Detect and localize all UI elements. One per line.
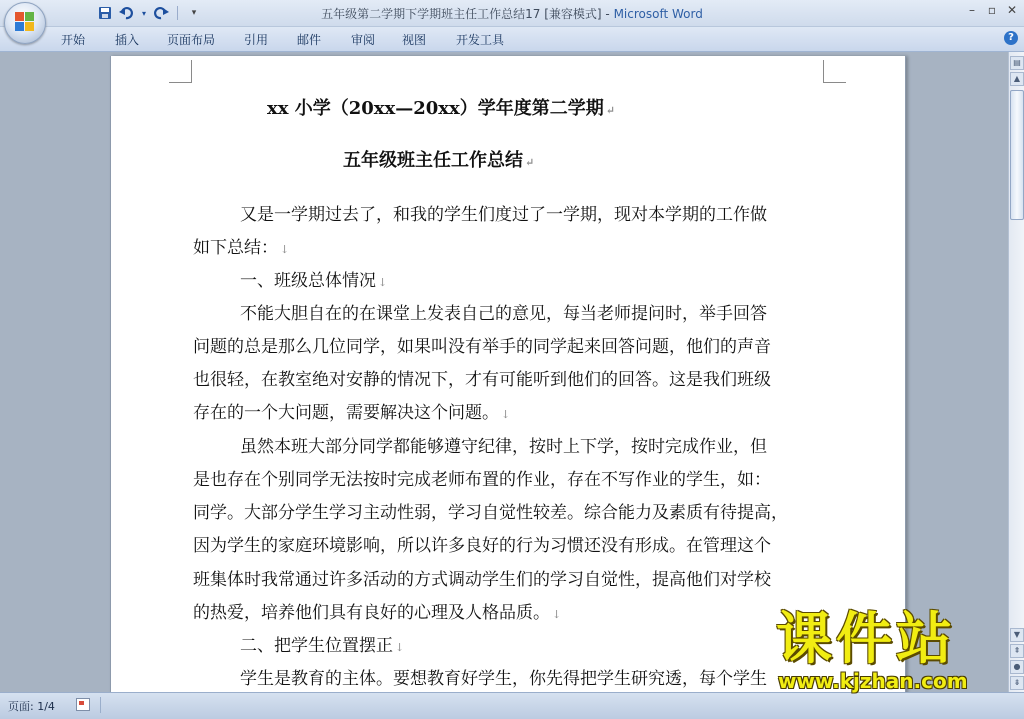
tab-view[interactable]: 视图 [402,33,427,47]
next-page-icon[interactable]: ⇟ [1010,676,1024,690]
page-count[interactable]: 页面: 1/4 [8,700,55,713]
restore-button[interactable]: ▫ [987,3,997,17]
scroll-up-icon[interactable]: ▲ [1010,72,1024,86]
doc-paragraph-line: 的热爱，培养他们具有良好的心理及人格品质。 ↓ [193,603,562,623]
tab-developer[interactable]: 开发工具 [456,33,505,47]
office-logo-icon [15,12,35,32]
doc-paragraph-line: 因为学生的家庭环境影响，所以许多良好的行为习惯还没有形成。在管理这个 [193,536,771,556]
tab-review[interactable]: 审阅 [351,33,376,47]
doc-paragraph-line: 问题的总是那么几位同学，如果叫没有举手的同学起来回答问题，他们的声音 [193,337,771,357]
doc-heading-line: 二、把学生位置摆正 ↓ [240,636,405,656]
app-name: Microsoft Word [613,7,703,21]
doc-paragraph-line: 班集体时我常通过许多活动的方式调动学生们的学习自觉性，提高他们对学校 [193,570,771,590]
window-controls [966,3,1018,17]
vertical-scrollbar[interactable] [1008,52,1024,692]
doc-paragraph-line: 如下总结： ↓ [193,238,290,258]
minimize-button[interactable]: – [969,3,975,17]
doc-heading-line: 一、班级总体情况 ↓ [240,271,388,291]
watermark-logo: 课件站 [776,607,956,672]
doc-paragraph-line: 是也存在个别同学无法按时完成老师布置的作业，存在不写作业的学生，如： [193,470,771,490]
ribbon-tabs [0,27,1024,52]
document-page[interactable] [110,56,906,692]
doc-title-line-1: xx 小学（20xx—20xx）学年度第二学期 ↵ [267,98,615,119]
doc-paragraph-line: 不能大胆自在的在课堂上发表自己的意见，每当老师提问时，举手回答 [240,304,767,324]
tab-page-layout[interactable]: 页面布局 [167,33,216,47]
document-area [0,52,1008,692]
previous-page-icon[interactable]: ⇞ [1010,644,1024,658]
tab-mailings[interactable]: 邮件 [297,33,322,47]
close-button[interactable]: ✕ [1006,3,1018,17]
watermark-url: www.kjzhan.com [778,669,968,693]
doc-paragraph-line: 又是一学期过去了，和我的学生们度过了一学期，现对本学期的工作做 [240,205,767,225]
tab-references[interactable]: 引用 [244,33,269,47]
doc-paragraph-line: 同学。大部分学生学习主动性弱，学习自觉性较差。综合能力及素质有待提高， [193,503,788,523]
window-title [0,5,1024,22]
doc-title-line-2: 五年级班主任工作总结 ↵ [343,150,535,171]
ruler-toggle-icon[interactable]: ▤ [1010,56,1024,70]
macro-record-icon[interactable] [76,698,90,711]
title-separator: - [601,7,614,21]
select-browse-object-icon[interactable]: ● [1010,660,1024,674]
crop-mark-top-left [169,60,192,83]
status-divider [100,697,101,713]
scroll-down-icon[interactable]: ▼ [1010,628,1024,642]
help-icon[interactable]: ? [1004,31,1018,45]
status-bar [0,692,1024,719]
doc-paragraph-line: 存在的一个大问题，需要解决这个问题。 ↓ [193,403,511,423]
doc-paragraph-line: 学生是教育的主体。要想教育好学生，你先得把学生研究透，每个学生 [240,669,767,689]
customize-icon[interactable]: ▾ [191,8,197,18]
office-button[interactable] [4,2,46,44]
scroll-thumb[interactable] [1010,90,1024,220]
crop-mark-top-right [823,60,846,83]
doc-paragraph-line: 虽然本班大部分同学都能够遵守纪律，按时上下学，按时完成作业，但 [240,437,767,457]
chevron-down-icon[interactable]: ▾ [141,8,146,18]
doc-paragraph-line: 也很轻，在教室绝对安静的情况下，才有可能听到他们的回答。这是我们班级 [193,370,771,390]
title-bar [0,0,1024,27]
document-name: 五年级第二学期下学期班主任工作总结17 [兼容模式] [321,7,602,21]
tab-home[interactable]: 开始 [61,33,86,47]
tab-insert[interactable]: 插入 [115,33,140,47]
